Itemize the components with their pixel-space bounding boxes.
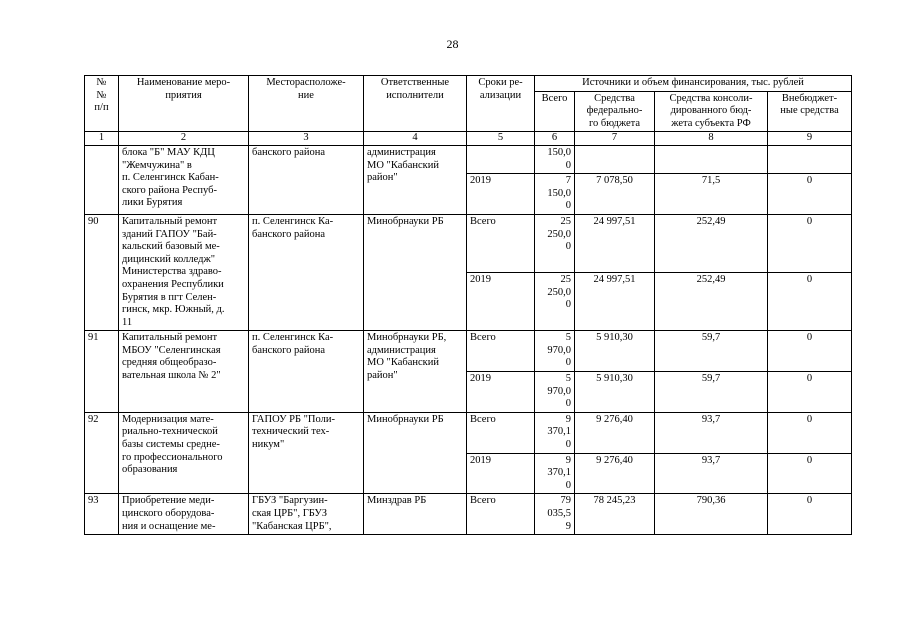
financing-federal bbox=[575, 145, 655, 173]
header-location: Месторасположе- ние bbox=[249, 76, 364, 132]
table-header-row bbox=[85, 76, 852, 92]
column-number: 7 bbox=[575, 132, 655, 146]
financing-offbudget: 0 bbox=[768, 412, 852, 453]
implementation-term: 2019 bbox=[467, 174, 535, 215]
table-row bbox=[85, 145, 852, 173]
responsible-executors: Минобрнауки РБ bbox=[364, 214, 467, 330]
implementation-term bbox=[467, 145, 535, 173]
financing-federal: 7 078,50 bbox=[575, 174, 655, 215]
financing-offbudget: 0 bbox=[768, 372, 852, 413]
header-consolidated: Средства консоли- дированного бюд- жета субъекта РФ bbox=[655, 91, 768, 132]
row-number: 92 bbox=[85, 412, 119, 494]
header-responsible: Ответственные исполнители bbox=[364, 76, 467, 132]
header-federal: Средства федерально- го бюджета bbox=[575, 91, 655, 132]
row-number: 93 bbox=[85, 494, 119, 535]
implementation-term: Всего bbox=[467, 331, 535, 372]
financing-offbudget: 0 bbox=[768, 214, 852, 272]
implementation-term: 2019 bbox=[467, 372, 535, 413]
financing-consolidated: 93,7 bbox=[655, 412, 768, 453]
financing-federal: 5 910,30 bbox=[575, 372, 655, 413]
event-location: ГБУЗ "Баргузин- ская ЦРБ", ГБУЗ "Кабанская ЦРБ", bbox=[249, 494, 364, 535]
table-row bbox=[85, 494, 852, 535]
financing-total: 5 970,0 0 bbox=[535, 372, 575, 413]
column-number: 8 bbox=[655, 132, 768, 146]
financing-consolidated: 59,7 bbox=[655, 331, 768, 372]
financing-offbudget bbox=[768, 145, 852, 173]
table-row bbox=[85, 214, 852, 272]
financing-total: 9 370,1 0 bbox=[535, 453, 575, 494]
financing-table bbox=[84, 75, 852, 535]
financing-federal: 9 276,40 bbox=[575, 453, 655, 494]
responsible-executors: Минобрнауки РБ bbox=[364, 412, 467, 494]
column-number: 5 bbox=[467, 132, 535, 146]
event-name: Капитальный ремонт зданий ГАПОУ "Бай- кальский базовый ме- дицинский колледж" Министерства здраво- охранения Республики Бурятия в пгт Селен- гинск, мкр. Южный, д. 11 bbox=[119, 214, 249, 330]
responsible-executors: Минздрав РБ bbox=[364, 494, 467, 535]
financing-consolidated: 71,5 bbox=[655, 174, 768, 215]
financing-total: 25 250,0 0 bbox=[535, 214, 575, 272]
financing-total: 7 150,0 0 bbox=[535, 174, 575, 215]
responsible-executors: Минобрнауки РБ, администрация МО "Кабанский район" bbox=[364, 331, 467, 413]
header-name: Наименование меро- приятия bbox=[119, 76, 249, 132]
implementation-term: Всего bbox=[467, 214, 535, 272]
financing-offbudget: 0 bbox=[768, 494, 852, 535]
page-number: 28 bbox=[446, 37, 459, 51]
financing-consolidated: 790,36 bbox=[655, 494, 768, 535]
event-name: блока "Б" МАУ КДЦ "Жемчужина" в п. Селенгинск Кабан- ского района Респуб- лики Бурятия bbox=[119, 145, 249, 214]
financing-federal: 78 245,23 bbox=[575, 494, 655, 535]
financing-offbudget: 0 bbox=[768, 174, 852, 215]
financing-total: 9 370,1 0 bbox=[535, 412, 575, 453]
financing-total: 5 970,0 0 bbox=[535, 331, 575, 372]
header-sources: Источники и объем финансирования, тыс. рублей bbox=[535, 76, 852, 92]
event-location: банского района bbox=[249, 145, 364, 214]
responsible-executors: администрация МО "Кабанский район" bbox=[364, 145, 467, 214]
event-location: п. Селенгинск Ка- банского района bbox=[249, 331, 364, 413]
financing-total: 150,0 0 bbox=[535, 145, 575, 173]
header-term: Сроки ре- ализации bbox=[467, 76, 535, 132]
financing-total: 25 250,0 0 bbox=[535, 273, 575, 331]
event-name: Приобретение меди- цинского оборудова- ния и оснащение ме- bbox=[119, 494, 249, 535]
implementation-term: 2019 bbox=[467, 453, 535, 494]
event-location: ГАПОУ РБ "Поли- технический тех- никум" bbox=[249, 412, 364, 494]
column-number-row bbox=[85, 132, 852, 146]
financing-offbudget: 0 bbox=[768, 453, 852, 494]
column-number: 4 bbox=[364, 132, 467, 146]
financing-federal: 24 997,51 bbox=[575, 273, 655, 331]
implementation-term: 2019 bbox=[467, 273, 535, 331]
financing-consolidated: 93,7 bbox=[655, 453, 768, 494]
event-name: Капитальный ремонт МБОУ "Селенгинская средняя общеобразо- вательная школа № 2" bbox=[119, 331, 249, 413]
implementation-term: Всего bbox=[467, 412, 535, 453]
table-row bbox=[85, 412, 852, 453]
financing-offbudget: 0 bbox=[768, 331, 852, 372]
row-number bbox=[85, 145, 119, 214]
table-row bbox=[85, 331, 852, 372]
header-offbudget: Внебюджет- ные средства bbox=[768, 91, 852, 132]
row-number: 91 bbox=[85, 331, 119, 413]
implementation-term: Всего bbox=[467, 494, 535, 535]
financing-consolidated: 252,49 bbox=[655, 214, 768, 272]
header-total: Всего bbox=[535, 91, 575, 132]
column-number: 2 bbox=[119, 132, 249, 146]
event-location: п. Селенгинск Ка- банского района bbox=[249, 214, 364, 330]
financing-federal: 5 910,30 bbox=[575, 331, 655, 372]
financing-consolidated bbox=[655, 145, 768, 173]
column-number: 9 bbox=[768, 132, 852, 146]
financing-consolidated: 252,49 bbox=[655, 273, 768, 331]
financing-offbudget: 0 bbox=[768, 273, 852, 331]
financing-federal: 9 276,40 bbox=[575, 412, 655, 453]
header-num: № № п/п bbox=[85, 76, 119, 132]
event-name: Модернизация мате- риально-технической базы системы средне- го профессионального образования bbox=[119, 412, 249, 494]
column-number: 6 bbox=[535, 132, 575, 146]
column-number: 1 bbox=[85, 132, 119, 146]
financing-federal: 24 997,51 bbox=[575, 214, 655, 272]
financing-consolidated: 59,7 bbox=[655, 372, 768, 413]
financing-total: 79 035,5 9 bbox=[535, 494, 575, 535]
row-number: 90 bbox=[85, 214, 119, 330]
column-number: 3 bbox=[249, 132, 364, 146]
